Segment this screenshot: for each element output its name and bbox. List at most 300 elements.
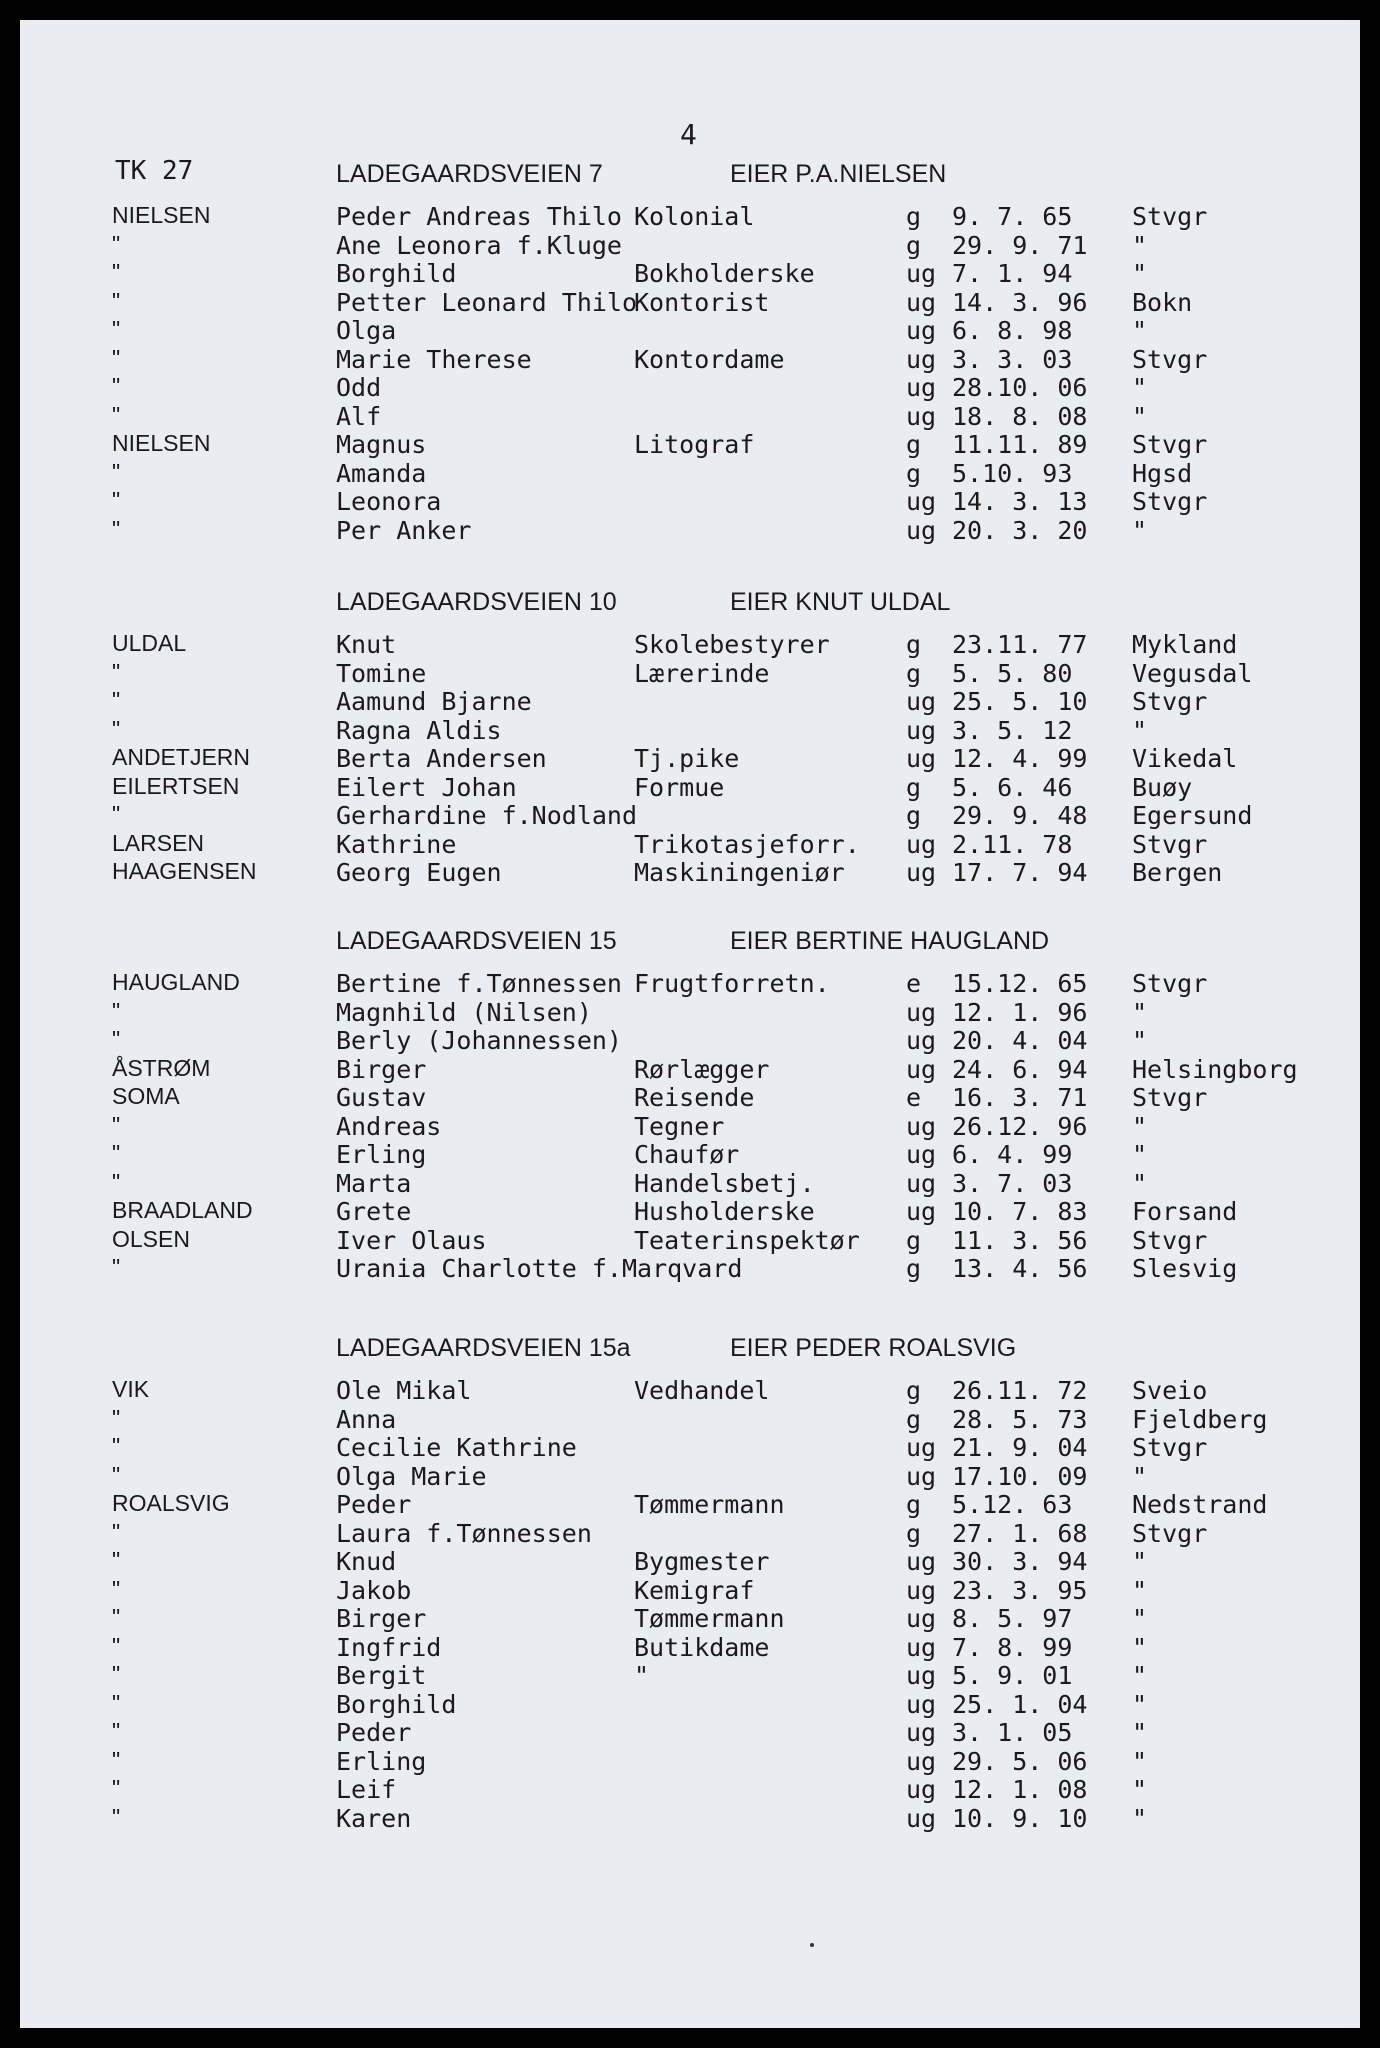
surname-cell: ": [112, 1661, 121, 1687]
surname-cell: ROALSVIG: [112, 1490, 230, 1516]
marital-status-cell: ug: [906, 1433, 937, 1462]
marital-status-cell: g: [906, 1254, 922, 1283]
birthplace-cell: ": [1132, 1803, 1148, 1833]
resident-row: [20, 1747, 1360, 1776]
birth-date-cell: 28.10. 06: [952, 373, 1088, 402]
surname-cell: SOMA: [112, 1083, 180, 1109]
given-name-cell: Petter Leonard Thilo: [336, 287, 638, 317]
birth-date-cell: 25. 5. 10: [952, 687, 1088, 716]
section-header: [20, 160, 1360, 202]
surname-cell: HAUGLAND: [112, 969, 240, 995]
given-name-cell: Grete: [336, 1197, 412, 1226]
birthplace-cell: Stvgr: [1132, 202, 1208, 231]
birthplace-cell: ": [1132, 401, 1148, 431]
marital-status-cell: g: [906, 1490, 922, 1519]
birth-date-cell: 24. 6. 94: [952, 1054, 1088, 1084]
occupation-cell: Maskiningeniør: [634, 858, 845, 887]
occupation-cell: Formue: [634, 772, 725, 802]
resident-row: [20, 231, 1360, 260]
given-name-cell: Marta: [336, 1168, 412, 1198]
resident-row: [20, 1197, 1360, 1226]
surname-cell: ": [112, 515, 121, 542]
occupation-cell: Vedhandel: [634, 1376, 770, 1405]
resident-row: [20, 1433, 1360, 1462]
given-name-cell: Olga: [336, 316, 397, 345]
document-page: [20, 20, 1360, 2028]
birth-date-cell: 6. 4. 99: [952, 1140, 1073, 1169]
surname-cell: ": [112, 401, 121, 428]
birthplace-cell: Slesvig: [1132, 1254, 1238, 1283]
given-name-cell: Leonora: [336, 487, 442, 516]
birth-date-cell: 17. 7. 94: [952, 858, 1088, 887]
occupation-cell: ": [634, 1661, 650, 1690]
birth-date-cell: 27. 1. 68: [952, 1518, 1088, 1548]
birthplace-cell: ": [1132, 316, 1148, 345]
property-owner: EIER PEDER ROALSVIG: [730, 1334, 1017, 1362]
surname-cell: ": [112, 715, 121, 742]
birthplace-cell: Stvgr: [1132, 430, 1208, 459]
given-name-cell: Iver Olaus: [336, 1225, 487, 1255]
surname-cell: ANDETJERN: [112, 744, 251, 770]
birthplace-cell: ": [1132, 1689, 1148, 1719]
given-name-cell: Kathrine: [336, 829, 457, 859]
birth-date-cell: 29. 9. 48: [952, 801, 1088, 830]
birthplace-cell: Stvgr: [1132, 1083, 1208, 1112]
marital-status-cell: g: [906, 202, 922, 231]
page-number: 4: [680, 118, 697, 151]
surname-cell: ": [112, 230, 121, 257]
surname-cell: ": [112, 687, 121, 713]
surname-cell: ÅSTRØM: [112, 1054, 211, 1081]
birth-date-cell: 13. 4. 56: [952, 1254, 1088, 1283]
resident-row: [20, 1169, 1360, 1198]
marital-status-cell: ug: [906, 1054, 937, 1084]
marital-status-cell: ug: [906, 744, 937, 773]
marital-status-cell: ug: [906, 858, 937, 887]
birth-date-cell: 5. 5. 80: [952, 658, 1073, 688]
birthplace-cell: Forsand: [1132, 1197, 1238, 1226]
birthplace-cell: Vikedal: [1132, 744, 1238, 773]
resident-row: [20, 830, 1360, 859]
ink-speck: [810, 1943, 814, 1947]
resident-row: [20, 1661, 1360, 1690]
birthplace-cell: Fjeldberg: [1132, 1404, 1268, 1434]
surname-cell: ": [112, 1689, 121, 1716]
surname-cell: LARSEN: [112, 829, 205, 856]
birthplace-cell: ": [1132, 1111, 1148, 1141]
resident-row: [20, 1490, 1360, 1519]
surname-cell: ": [112, 458, 121, 485]
birthplace-cell: ": [1132, 1140, 1148, 1169]
property-owner: EIER KNUT ULDAL: [730, 588, 951, 616]
occupation-cell: Tømmermann: [634, 1604, 785, 1633]
marital-status-cell: ug: [906, 687, 937, 716]
birthplace-cell: Stvgr: [1132, 1225, 1208, 1255]
resident-row: [20, 1718, 1360, 1747]
birth-date-cell: 23. 3. 95: [952, 1575, 1088, 1605]
birth-date-cell: 14. 3. 13: [952, 487, 1088, 516]
street-address: LADEGAARDSVEIEN 10: [336, 588, 617, 616]
birthplace-cell: Nedstrand: [1132, 1490, 1268, 1519]
marital-status-cell: ug: [906, 1775, 937, 1804]
resident-row: [20, 687, 1360, 716]
birthplace-cell: ": [1132, 1168, 1148, 1198]
resident-row: [20, 1519, 1360, 1548]
resident-row: [20, 1140, 1360, 1169]
birthplace-cell: Stvgr: [1132, 829, 1208, 859]
occupation-cell: Rørlægger: [634, 1054, 770, 1084]
occupation-cell: Kontorist: [634, 287, 770, 317]
birth-date-cell: 7. 1. 94: [952, 259, 1073, 288]
given-name-cell: Bergit: [336, 1661, 427, 1690]
birthplace-cell: Egersund: [1132, 801, 1253, 830]
birth-date-cell: 18. 8. 08: [952, 401, 1088, 431]
resident-row: [20, 1405, 1360, 1434]
marital-status-cell: ug: [906, 1604, 937, 1633]
resident-row: [20, 459, 1360, 488]
birthplace-cell: Sveio: [1132, 1376, 1208, 1405]
birth-date-cell: 10. 9. 10: [952, 1803, 1088, 1833]
occupation-cell: Kontordame: [634, 344, 785, 374]
occupation-cell: Bokholderske: [634, 259, 815, 288]
resident-row: [20, 1804, 1360, 1833]
birth-date-cell: 26.12. 96: [952, 1111, 1088, 1141]
birth-date-cell: 16. 3. 71: [952, 1083, 1088, 1112]
marital-status-cell: g: [906, 1225, 922, 1255]
section-ladegaardsveien-7: [20, 160, 1360, 544]
birth-date-cell: 12. 1. 08: [952, 1775, 1088, 1804]
marital-status-cell: ug: [906, 715, 937, 745]
given-name-cell: Birger: [336, 1054, 427, 1084]
birth-date-cell: 5. 6. 46: [952, 772, 1073, 802]
given-name-cell: Ragna Aldis: [336, 715, 502, 745]
birthplace-cell: ": [1132, 515, 1148, 545]
surname-cell: ": [112, 1575, 121, 1602]
surname-cell: ": [112, 1254, 121, 1280]
resident-row: [20, 1083, 1360, 1112]
birth-date-cell: 14. 3. 96: [952, 287, 1088, 317]
marital-status-cell: ug: [906, 829, 937, 859]
resident-row: [20, 1226, 1360, 1255]
marital-status-cell: g: [906, 1404, 922, 1434]
resident-row: [20, 202, 1360, 231]
surname-cell: ": [112, 997, 121, 1024]
birthplace-cell: ": [1132, 1461, 1148, 1491]
surname-cell: ": [112, 1433, 121, 1459]
marital-status-cell: ug: [906, 1461, 937, 1491]
marital-status-cell: g: [906, 630, 922, 659]
resident-row: [20, 1112, 1360, 1141]
birthplace-cell: Vegusdal: [1132, 658, 1253, 688]
birthplace-cell: ": [1132, 1661, 1148, 1690]
given-name-cell: Leif: [336, 1775, 397, 1804]
birth-date-cell: 30. 3. 94: [952, 1547, 1088, 1576]
given-name-cell: Alf: [336, 401, 382, 431]
marital-status-cell: g: [906, 1376, 922, 1405]
section-ladegaardsveien-10: [20, 588, 1360, 887]
surname-cell: BRAADLAND: [112, 1197, 253, 1223]
section-ladegaardsveien-15: [20, 927, 1360, 1283]
given-name-cell: Per Anker: [336, 515, 472, 545]
resident-row: [20, 1576, 1360, 1605]
given-name-cell: Peder: [336, 1490, 412, 1519]
given-name-cell: Bertine f.Tønnessen: [336, 969, 622, 998]
property-owner: EIER P.A.NIELSEN: [730, 160, 947, 188]
birthplace-cell: ": [1132, 1632, 1148, 1662]
birthplace-cell: Bergen: [1132, 858, 1223, 887]
marital-status-cell: ug: [906, 1746, 937, 1776]
marital-status-cell: ug: [906, 259, 937, 288]
occupation-cell: Frugtforretn.: [634, 969, 830, 998]
birthplace-cell: Stvgr: [1132, 487, 1208, 516]
birthplace-cell: Stvgr: [1132, 1433, 1208, 1462]
resident-row: [20, 1690, 1360, 1719]
marital-status-cell: ug: [906, 487, 937, 516]
given-name-cell: Berta Andersen: [336, 744, 547, 773]
surname-cell: ": [112, 316, 121, 342]
birth-date-cell: 29. 9. 71: [952, 230, 1088, 260]
birth-date-cell: 11.11. 89: [952, 430, 1088, 459]
marital-status-cell: g: [906, 458, 922, 488]
marital-status-cell: ug: [906, 1547, 937, 1576]
birth-date-cell: 20. 3. 20: [952, 515, 1088, 545]
resident-row: [20, 259, 1360, 288]
marital-status-cell: g: [906, 772, 922, 802]
birth-date-cell: 17.10. 09: [952, 1461, 1088, 1491]
marital-status-cell: ug: [906, 1661, 937, 1690]
given-name-cell: Birger: [336, 1604, 427, 1633]
birth-date-cell: 23.11. 77: [952, 630, 1088, 659]
resident-row: [20, 373, 1360, 402]
birthplace-cell: ": [1132, 373, 1148, 402]
section-header: [20, 927, 1360, 969]
occupation-cell: Teaterinspektør: [634, 1225, 860, 1255]
surname-cell: ": [112, 1111, 121, 1138]
occupation-cell: Chaufør: [634, 1140, 740, 1169]
given-name-cell: Georg Eugen: [336, 858, 502, 887]
surname-cell: ": [112, 344, 121, 371]
occupation-cell: Skolebestyrer: [634, 630, 830, 659]
resident-row: [20, 744, 1360, 773]
surname-cell: ": [112, 1604, 121, 1630]
given-name-cell: Erling: [336, 1746, 427, 1776]
birth-date-cell: 26.11. 72: [952, 1376, 1088, 1405]
marital-status-cell: ug: [906, 1197, 937, 1226]
occupation-cell: Tømmermann: [634, 1490, 785, 1519]
resident-row: [20, 773, 1360, 802]
resident-row: [20, 1026, 1360, 1055]
birthplace-cell: ": [1132, 1547, 1148, 1576]
birthplace-cell: ": [1132, 1746, 1148, 1776]
birth-date-cell: 7. 8. 99: [952, 1632, 1073, 1662]
birthplace-cell: Stvgr: [1132, 344, 1208, 374]
given-name-cell: Peder: [336, 1718, 412, 1747]
section-header: [20, 1334, 1360, 1376]
birthplace-cell: ": [1132, 230, 1148, 260]
given-name-cell: Knut: [336, 630, 397, 659]
surname-cell: ULDAL: [112, 630, 187, 656]
surname-cell: ": [112, 1775, 121, 1801]
given-name-cell: Karen: [336, 1803, 412, 1833]
marital-status-cell: ug: [906, 401, 937, 431]
birthplace-cell: ": [1132, 1718, 1148, 1747]
given-name-cell: Eilert Johan: [336, 772, 517, 802]
birth-date-cell: 15.12. 65: [952, 969, 1088, 998]
birthplace-cell: ": [1132, 1604, 1148, 1633]
resident-row: [20, 316, 1360, 345]
given-name-cell: Erling: [336, 1140, 427, 1169]
birthplace-cell: ": [1132, 1575, 1148, 1605]
resident-row: [20, 998, 1360, 1027]
resident-row: [20, 402, 1360, 431]
birth-date-cell: 21. 9. 04: [952, 1433, 1088, 1462]
surname-cell: EILERTSEN: [112, 772, 240, 799]
birthplace-cell: ": [1132, 259, 1148, 288]
resident-row: [20, 1547, 1360, 1576]
birth-date-cell: 11. 3. 56: [952, 1225, 1088, 1255]
resident-row: [20, 1462, 1360, 1491]
given-name-cell: Gerhardine f.Nodland: [336, 801, 638, 830]
surname-cell: ": [112, 1746, 121, 1773]
resident-row: [20, 430, 1360, 459]
birth-date-cell: 5. 9. 01: [952, 1661, 1073, 1690]
birth-date-cell: 20. 4. 04: [952, 1026, 1088, 1055]
given-name-cell: Tomine: [336, 658, 427, 688]
given-name-cell: Marie Therese: [336, 344, 532, 374]
birthplace-cell: Stvgr: [1132, 1518, 1208, 1548]
surname-cell: NIELSEN: [112, 202, 211, 228]
marital-status-cell: ug: [906, 515, 937, 545]
occupation-cell: Husholderske: [634, 1197, 815, 1226]
birth-date-cell: 2.11. 78: [952, 829, 1073, 859]
given-name-cell: Cecilie Kathrine: [336, 1433, 577, 1462]
marital-status-cell: ug: [906, 1718, 937, 1747]
given-name-cell: Aamund Bjarne: [336, 687, 532, 716]
marital-status-cell: ug: [906, 344, 937, 374]
given-name-cell: Knud: [336, 1547, 397, 1576]
surname-cell: ": [112, 259, 121, 285]
resident-row: [20, 487, 1360, 516]
surname-cell: ": [112, 1518, 121, 1545]
birth-date-cell: 12. 1. 96: [952, 997, 1088, 1027]
birth-date-cell: 25. 1. 04: [952, 1689, 1088, 1719]
marital-status-cell: ug: [906, 1632, 937, 1662]
resident-row: [20, 1376, 1360, 1405]
property-owner: EIER BERTINE HAUGLAND: [730, 927, 1050, 955]
given-name-cell: Magnhild (Nilsen): [336, 997, 592, 1027]
birth-date-cell: 3. 1. 05: [952, 1718, 1073, 1747]
surname-cell: ": [112, 801, 121, 827]
occupation-cell: Kolonial: [634, 202, 755, 231]
birthplace-cell: ": [1132, 715, 1148, 745]
occupation-cell: Kemigraf: [634, 1575, 755, 1605]
resident-row: [20, 516, 1360, 545]
given-name-cell: Borghild: [336, 1689, 457, 1719]
given-name-cell: Amanda: [336, 458, 427, 488]
register-tag: TK 27: [115, 156, 194, 186]
surname-cell: ": [112, 1461, 121, 1488]
given-name-cell: Berly (Johannessen): [336, 1026, 622, 1055]
resident-row: [20, 801, 1360, 830]
given-name-cell: Borghild: [336, 259, 457, 288]
occupation-cell: Handelsbetj.: [634, 1168, 815, 1198]
resident-row: [20, 630, 1360, 659]
given-name-cell: Laura f.Tønnessen: [336, 1518, 592, 1548]
birth-date-cell: 5.10. 93: [952, 458, 1073, 488]
birth-date-cell: 6. 8. 98: [952, 316, 1073, 345]
resident-row: [20, 345, 1360, 374]
surname-cell: ": [112, 1718, 121, 1744]
section-ladegaardsveien-15a: [20, 1334, 1360, 1832]
given-name-cell: Anna: [336, 1404, 397, 1434]
section-header: [20, 588, 1360, 630]
birthplace-cell: ": [1132, 1026, 1148, 1055]
resident-row: [20, 1055, 1360, 1084]
resident-row: [20, 1633, 1360, 1662]
marital-status-cell: ug: [906, 316, 937, 345]
birthplace-cell: Buøy: [1132, 772, 1193, 802]
birthplace-cell: Bokn: [1132, 287, 1193, 317]
birth-date-cell: 28. 5. 73: [952, 1404, 1088, 1434]
surname-cell: OLSEN: [112, 1225, 190, 1252]
given-name-cell: Ane Leonora f.Kluge: [336, 230, 622, 260]
birthplace-cell: ": [1132, 997, 1148, 1027]
birth-date-cell: 10. 7. 83: [952, 1197, 1088, 1226]
resident-row: [20, 1254, 1360, 1283]
marital-status-cell: ug: [906, 1803, 937, 1833]
surname-cell: HAAGENSEN: [112, 858, 257, 884]
given-name-cell: Gustav: [336, 1083, 427, 1112]
surname-cell: ": [112, 287, 121, 314]
birth-date-cell: 12. 4. 99: [952, 744, 1088, 773]
marital-status-cell: g: [906, 801, 922, 830]
surname-cell: ": [112, 1632, 121, 1659]
surname-cell: ": [112, 1547, 121, 1573]
marital-status-cell: ug: [906, 1689, 937, 1719]
surname-cell: ": [112, 1803, 121, 1830]
given-name-cell: Jakob: [336, 1575, 412, 1605]
marital-status-cell: g: [906, 430, 922, 459]
marital-status-cell: e: [906, 969, 922, 998]
birth-date-cell: 3. 7. 03: [952, 1168, 1073, 1198]
given-name-cell: Andreas: [336, 1111, 442, 1141]
birth-date-cell: 9. 7. 65: [952, 202, 1073, 231]
resident-row: [20, 659, 1360, 688]
street-address: LADEGAARDSVEIEN 15: [336, 927, 617, 955]
given-name-cell: Olga Marie: [336, 1461, 487, 1491]
given-name-cell: Ole Mikal: [336, 1376, 472, 1405]
birthplace-cell: ": [1132, 1775, 1148, 1804]
marital-status-cell: e: [906, 1083, 922, 1112]
given-name-cell: Ingfrid: [336, 1632, 442, 1662]
marital-status-cell: ug: [906, 373, 937, 402]
resident-row: [20, 858, 1360, 887]
occupation-cell: Bygmester: [634, 1547, 770, 1576]
birth-date-cell: 5.12. 63: [952, 1490, 1073, 1519]
marital-status-cell: ug: [906, 1026, 937, 1055]
occupation-cell: Butikdame: [634, 1632, 770, 1662]
marital-status-cell: g: [906, 230, 922, 260]
occupation-cell: Trikotasjeforr.: [634, 829, 860, 859]
occupation-cell: Reisende: [634, 1083, 755, 1112]
street-address: LADEGAARDSVEIEN 7: [336, 160, 603, 188]
marital-status-cell: ug: [906, 997, 937, 1027]
birth-date-cell: 29. 5. 06: [952, 1746, 1088, 1776]
surname-cell: ": [112, 1404, 121, 1431]
birthplace-cell: Hgsd: [1132, 458, 1193, 488]
marital-status-cell: g: [906, 658, 922, 688]
resident-row: [20, 288, 1360, 317]
